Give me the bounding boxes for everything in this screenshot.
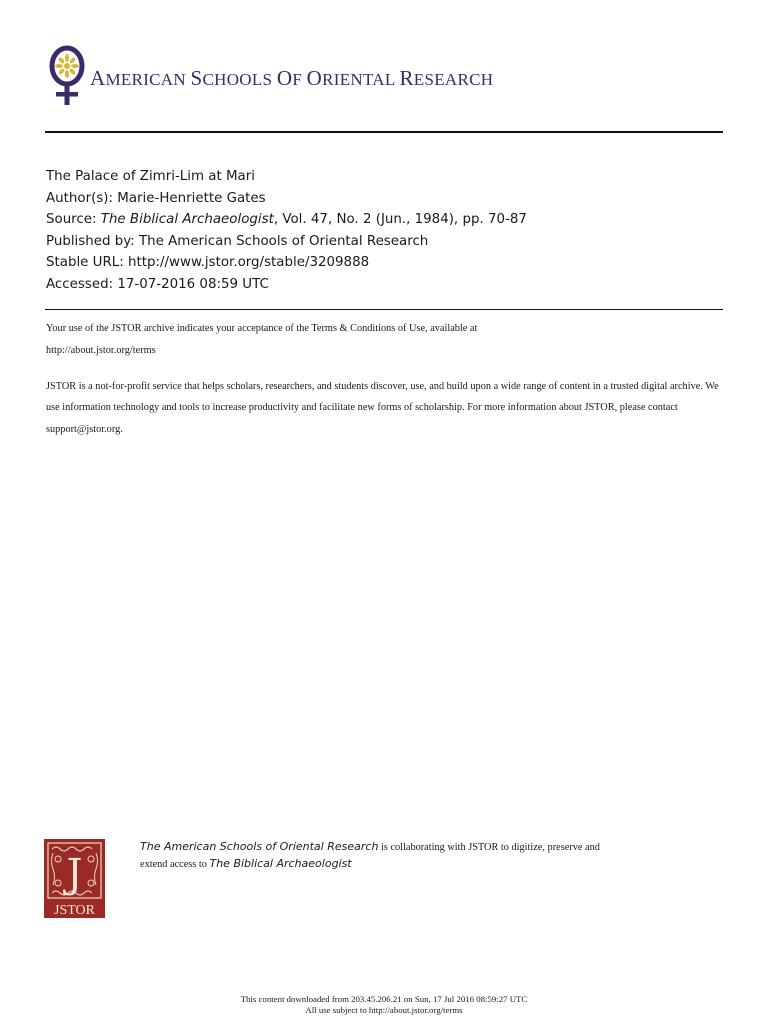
collab-org: The American Schools of Oriental Research (140, 840, 379, 853)
jstor-logo-label: JSTOR (54, 903, 95, 918)
header-divider (45, 131, 723, 133)
download-info: This content downloaded from 203.45.206.21 on Sun, 17 Jul 2016 08:59:27 UTC (240, 994, 528, 1004)
source-line: Source: The Biblical Archaeologist, Vol. 47, No. 2 (Jun., 1984), pp. 70-87 (46, 212, 527, 228)
citation-divider (45, 309, 723, 310)
asor-ankh-icon (46, 44, 88, 106)
publisher-line: Published by: The American Schools of Oriental Research (46, 233, 429, 249)
stable-url-link[interactable]: http://www.jstor.org/stable/3209888 (128, 255, 370, 271)
terms-link[interactable]: http://about.jstor.org/terms (46, 344, 156, 356)
citation-block (46, 166, 726, 296)
accessed-line: Accessed: 17-07-2016 08:59 UTC (46, 276, 269, 292)
author-line: Author(s): Marie-Henriette Gates (46, 190, 266, 206)
jstor-logo-icon (44, 839, 105, 918)
jstor-logo-letter: J (66, 851, 83, 897)
publisher-name: AMERICAN SCHOOLS OF ORIENTAL RESEARCH (90, 66, 494, 90)
terms-footer-link: All use subject to http://about.jstor.org/terms (305, 1005, 463, 1015)
terms-paragraph: Your use of the JSTOR archive indicates your acceptance of the Terms & Conditions of Use, available at http://about.jstor.org/terms (46, 323, 478, 356)
author-name: Marie-Henriette Gates (117, 190, 266, 206)
terms-notice (46, 318, 726, 441)
journal-title: The Biblical Archaeologist (100, 212, 274, 228)
article-title: The Palace of Zimri-Lim at Mari (46, 169, 255, 184)
stable-url-line: Stable URL: http://www.jstor.org/stable/3209888 (46, 255, 370, 271)
collab-journal: The Biblical Archaeologist (209, 857, 352, 870)
jstor-description: JSTOR is a not-for-profit service that helps scholars, researchers, and students discover, use, and build upon a wide range of content in a trusted digital archive. We use information technology and tools to increase productivity and facilitate new forms of scholarship. For more information about JSTOR, please contact support@jstor.org. (46, 380, 719, 436)
collaboration-notice: The American Schools of Oriental Research is collaborating with JSTOR to digitize, preserve and extend access to The Biblical Archaeologist (140, 840, 600, 870)
page-footer (0, 994, 768, 1016)
publisher-header (46, 44, 726, 106)
